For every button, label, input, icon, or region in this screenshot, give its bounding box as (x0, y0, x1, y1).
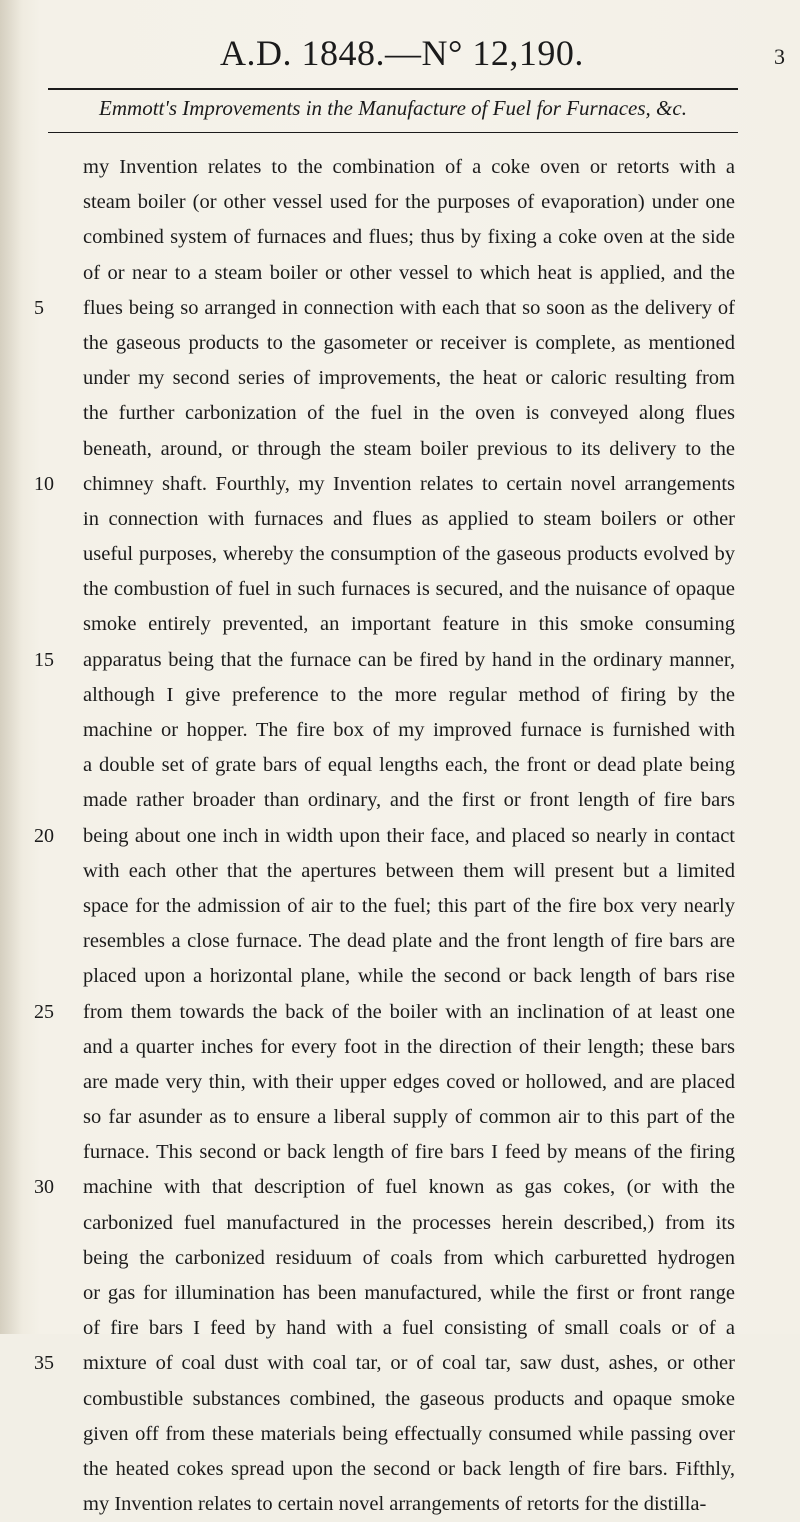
line-number: 30 (34, 1176, 54, 1199)
text-line (0, 1135, 800, 1170)
text-line (0, 1206, 800, 1241)
header-rule-top (48, 88, 738, 90)
line-text: mixture of coal dust with coal tar, or of coal tar, saw dust, ashes, or other (83, 1352, 735, 1375)
line-text: steam boiler (or other vessel used for the purposes of evaporation) under one (83, 191, 735, 214)
line-text: machine with that description of fuel known as gas cokes, (or with the (83, 1176, 735, 1199)
text-line (0, 1276, 800, 1311)
line-text: my Invention relates to certain novel arrangements of retorts for the distilla- (83, 1493, 707, 1516)
line-text: from them towards the back of the boiler with an inclination of at least one (83, 1000, 735, 1023)
text-line (0, 150, 800, 185)
text-line (0, 1030, 800, 1065)
text-line (0, 1065, 800, 1100)
line-text: my Invention relates to the combination of a coke oven or retorts with a (83, 156, 735, 178)
text-line (0, 783, 800, 818)
running-head: Emmott's Improvements in the Manufacture of Fuel for Furnaces, &c. (99, 96, 687, 120)
line-text: or gas for illumination has been manufactured, while the first or front range (83, 1282, 735, 1304)
line-text: the combustion of fuel in such furnaces is secured, and the nuisance of opaque (83, 578, 735, 601)
text-line (0, 1170, 800, 1205)
line-text: chimney shaft. Fourthly, my Invention relates to certain novel arrangements (83, 472, 735, 495)
line-number: 25 (34, 1000, 54, 1023)
line-text: so far asunder as to ensure a liberal supply of common air to this part of the (83, 1106, 735, 1129)
line-text: the gaseous products to the gasometer or receiver is complete, as mentioned (83, 331, 735, 354)
text-line (0, 326, 800, 361)
line-text: resembles a close furnace. The dead plate and the front length of fire bars are (83, 930, 735, 953)
line-text: smoke entirely prevented, an important feature in this smoke consuming (83, 613, 735, 636)
line-number: 35 (34, 1352, 54, 1375)
patent-title: A.D. 1848.—N° 12,190. (220, 33, 584, 73)
text-line (0, 1100, 800, 1135)
text-line (0, 819, 800, 854)
text-line (0, 678, 800, 713)
text-line (0, 467, 800, 502)
line-number: 15 (34, 648, 54, 671)
text-line (0, 959, 800, 994)
line-text: under my second series of improvements, the heat or caloric resulting from (83, 367, 735, 390)
line-text: with each other that the apertures between them will present but a limited (83, 859, 735, 882)
text-line (0, 995, 800, 1030)
text-line (0, 361, 800, 396)
line-text: made rather broader than ordinary, and the first or front length of fire bars (83, 789, 735, 812)
line-text: of fire bars I feed by hand with a fuel consisting of small coals or of a (83, 1317, 735, 1340)
line-number: 5 (34, 296, 44, 319)
text-line (0, 572, 800, 607)
text-line (0, 1382, 800, 1417)
line-text: space for the admission of air to the fuel; this part of the fire box very nearly (83, 894, 735, 917)
line-text: a double set of grate bars of equal lengths each, the front or dead plate being (83, 754, 735, 777)
line-text: flues being so arranged in connection with each that so soon as the delivery of (83, 296, 735, 319)
line-text: being the carbonized residuum of coals from which carburetted hydrogen (83, 1246, 735, 1269)
line-text: carbonized fuel manufactured in the processes herein described,) from its (83, 1211, 735, 1234)
line-text: the further carbonization of the fuel in the oven is conveyed along flues (83, 402, 735, 425)
line-number: 10 (34, 472, 54, 495)
line-text: useful purposes, whereby the consumption of the gaseous products evolved by (83, 543, 735, 566)
body-text (0, 150, 800, 1522)
text-line (0, 1452, 800, 1487)
text-line (0, 924, 800, 959)
text-line (0, 889, 800, 924)
text-line (0, 1487, 800, 1522)
line-text: given off from these materials being effectually consumed while passing over (83, 1422, 735, 1445)
line-text: although I give preference to the more regular method of firing by the (83, 683, 735, 706)
text-line (0, 1417, 800, 1452)
line-text: in connection with furnaces and flues as applied to steam boilers or other (83, 507, 735, 530)
line-text: combustible substances combined, the gaseous products and opaque smoke (83, 1387, 735, 1410)
line-text: placed upon a horizontal plane, while the second or back length of bars rise (83, 965, 735, 988)
line-text: combined system of furnaces and flues; thus by fixing a coke oven at the side (83, 226, 735, 249)
text-line (0, 537, 800, 572)
text-line (0, 607, 800, 642)
line-text: machine or hopper. The fire box of my improved furnace is furnished with (83, 719, 735, 741)
line-text: furnace. This second or back length of fire bars I feed by means of the firing (83, 1141, 735, 1164)
line-text: of or near to a steam boiler or other vessel to which heat is applied, and the (83, 261, 735, 284)
line-text: being about one inch in width upon their face, and placed so nearly in contact (83, 824, 735, 847)
text-line (0, 748, 800, 783)
line-number: 20 (34, 824, 54, 847)
line-text: are made very thin, with their upper edges coved or hollowed, and are placed (83, 1070, 735, 1093)
text-line (0, 396, 800, 431)
text-line (0, 854, 800, 889)
text-line (0, 502, 800, 537)
line-text: the heated cokes spread upon the second or back length of fire bars. Fifthly, (83, 1457, 735, 1480)
line-text: and a quarter inches for every foot in the direction of their length; these bars (83, 1035, 735, 1058)
text-line (0, 291, 800, 326)
text-line (0, 1241, 800, 1276)
page-header (0, 28, 800, 76)
text-line (0, 256, 800, 291)
text-line (0, 713, 800, 748)
line-text: beneath, around, or through the steam boiler previous to its delivery to the (83, 437, 735, 460)
header-rule-bottom (48, 132, 738, 133)
text-line (0, 432, 800, 467)
text-line (0, 185, 800, 220)
text-line (0, 220, 800, 255)
page-number: 3 (774, 44, 785, 69)
line-text: apparatus being that the furnace can be fired by hand in the ordinary manner, (83, 648, 735, 671)
text-line (0, 643, 800, 678)
text-line (0, 1311, 800, 1346)
text-line (0, 1346, 800, 1381)
